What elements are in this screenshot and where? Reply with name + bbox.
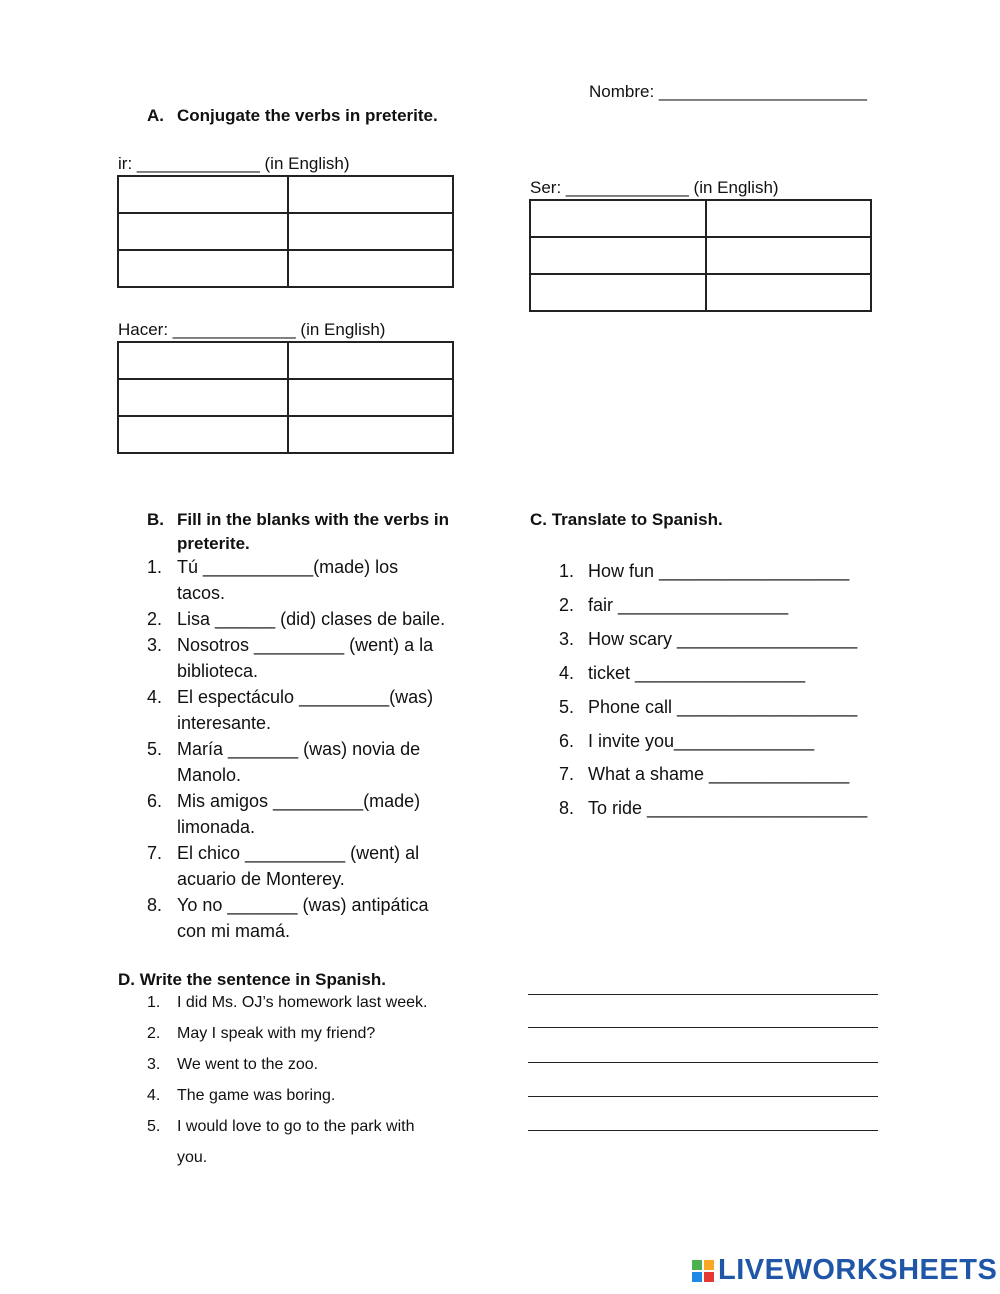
- ir-cell[interactable]: [288, 176, 453, 213]
- d-item-number: 5.: [147, 1118, 161, 1135]
- ser-cell[interactable]: [530, 274, 706, 311]
- b-item-number: 8.: [147, 895, 163, 915]
- c-item-text: How fun ___________________: [588, 561, 850, 581]
- b-item-line1: Lisa ______ (did) clases de baile.: [177, 609, 446, 629]
- b-item-line2: interesante.: [177, 713, 272, 733]
- d-answer-line[interactable]: [528, 1062, 878, 1063]
- c-item-number: 2.: [559, 595, 575, 615]
- hacer-conjugation-table: [117, 341, 454, 454]
- ser-cell[interactable]: [706, 237, 871, 274]
- b-item-line1: Mis amigos _________(made): [177, 791, 421, 811]
- b-item-number: 3.: [147, 635, 163, 655]
- hacer-cell[interactable]: [118, 416, 288, 453]
- d-item-number: 4.: [147, 1087, 161, 1104]
- b-item-line1: Nosotros _________ (went) a la: [177, 635, 434, 655]
- c-item-number: 4.: [559, 663, 575, 683]
- d-answer-line[interactable]: [528, 1096, 878, 1097]
- d-item-number: 1.: [147, 994, 161, 1011]
- d-answer-line[interactable]: [528, 994, 878, 995]
- d-item-number: 2.: [147, 1025, 161, 1042]
- hacer-cell[interactable]: [118, 342, 288, 379]
- section-b-title-line1: Fill in the blanks with the verbs in: [177, 510, 450, 529]
- b-item-line1: María _______ (was) novia de: [177, 739, 421, 759]
- c-item-text: Phone call __________________: [588, 697, 858, 717]
- logo-square: [692, 1260, 702, 1270]
- ir-cell[interactable]: [118, 213, 288, 250]
- logo-square: [704, 1260, 714, 1270]
- b-item-number: 1.: [147, 557, 163, 577]
- liveworksheets-logo-icon: [692, 1260, 714, 1282]
- hacer-cell[interactable]: [288, 416, 453, 453]
- d-item-text: May I speak with my friend?: [177, 1025, 376, 1042]
- b-item-number: 5.: [147, 739, 163, 759]
- ser-cell[interactable]: [706, 274, 871, 311]
- b-item-line2: biblioteca.: [177, 661, 259, 681]
- ser-cell[interactable]: [706, 200, 871, 237]
- c-item-number: 8.: [559, 798, 575, 818]
- c-item-number: 3.: [559, 629, 575, 649]
- c-item-number: 1.: [559, 561, 575, 581]
- c-item-text: What a shame ______________: [588, 764, 850, 784]
- b-item-line2: tacos.: [177, 583, 226, 603]
- b-item-line1: Tú ___________(made) los: [177, 557, 399, 577]
- logo-square: [692, 1272, 702, 1282]
- d-answer-line[interactable]: [528, 1130, 878, 1131]
- ser-label: Ser: _____________ (in English): [530, 178, 779, 197]
- b-item-line2: Manolo.: [177, 765, 242, 785]
- ser-conjugation-table: [529, 199, 872, 312]
- c-item-text: How scary __________________: [588, 629, 858, 649]
- hacer-cell[interactable]: [118, 379, 288, 416]
- b-item-line1: Yo no _______ (was) antipática: [177, 895, 429, 915]
- b-item-number: 6.: [147, 791, 163, 811]
- d-item-text: The game was boring.: [177, 1087, 336, 1104]
- b-item-number: 2.: [147, 609, 163, 629]
- hacer-cell[interactable]: [288, 342, 453, 379]
- b-item-line2: acuario de Monterey.: [177, 869, 345, 889]
- d-item-text: I would love to go to the park with: [177, 1118, 415, 1135]
- d-answer-line[interactable]: [528, 1027, 878, 1028]
- c-item-number: 7.: [559, 764, 575, 784]
- d-item-text-continued: you.: [177, 1149, 208, 1166]
- hacer-cell[interactable]: [288, 379, 453, 416]
- b-item-line2: limonada.: [177, 817, 256, 837]
- section-d-title: D. Write the sentence in Spanish.: [118, 970, 386, 989]
- b-item-number: 7.: [147, 843, 163, 863]
- ser-cell[interactable]: [530, 237, 706, 274]
- liveworksheets-logo: [692, 1254, 997, 1287]
- hacer-label: Hacer: _____________ (in English): [118, 320, 386, 339]
- section-a-letter: A.: [147, 106, 164, 125]
- ir-cell[interactable]: [118, 250, 288, 287]
- b-item-line2: con mi mamá.: [177, 921, 291, 941]
- section-b-title-line2: preterite.: [177, 534, 250, 553]
- d-item-text: We went to the zoo.: [177, 1056, 319, 1073]
- nombre-label: Nombre: ______________________: [589, 82, 867, 101]
- c-item-number: 6.: [559, 731, 575, 751]
- b-item-line1: El chico __________ (went) al: [177, 843, 420, 863]
- d-item-number: 3.: [147, 1056, 161, 1073]
- ser-cell[interactable]: [530, 200, 706, 237]
- d-item-text: I did Ms. OJ’s homework last week.: [177, 994, 428, 1011]
- logo-square: [704, 1272, 714, 1282]
- section-a-title: Conjugate the verbs in preterite.: [177, 106, 438, 125]
- c-item-text: I invite you______________: [588, 731, 815, 751]
- ir-cell[interactable]: [118, 176, 288, 213]
- ir-cell[interactable]: [288, 213, 453, 250]
- c-item-text: ticket _________________: [588, 663, 806, 683]
- b-item-number: 4.: [147, 687, 163, 707]
- b-item-line1: El espectáculo _________(was): [177, 687, 434, 707]
- ir-conjugation-table: [117, 175, 454, 288]
- c-item-text: fair _________________: [588, 595, 789, 615]
- section-b-letter: B.: [147, 510, 164, 529]
- c-item-number: 5.: [559, 697, 575, 717]
- ir-label: ir: _____________ (in English): [118, 154, 350, 173]
- c-item-text: To ride ______________________: [588, 798, 868, 818]
- liveworksheets-brand-text: LIVEWORKSHEETS: [718, 1254, 998, 1286]
- ir-cell[interactable]: [288, 250, 453, 287]
- section-c-title: C. Translate to Spanish.: [530, 510, 723, 529]
